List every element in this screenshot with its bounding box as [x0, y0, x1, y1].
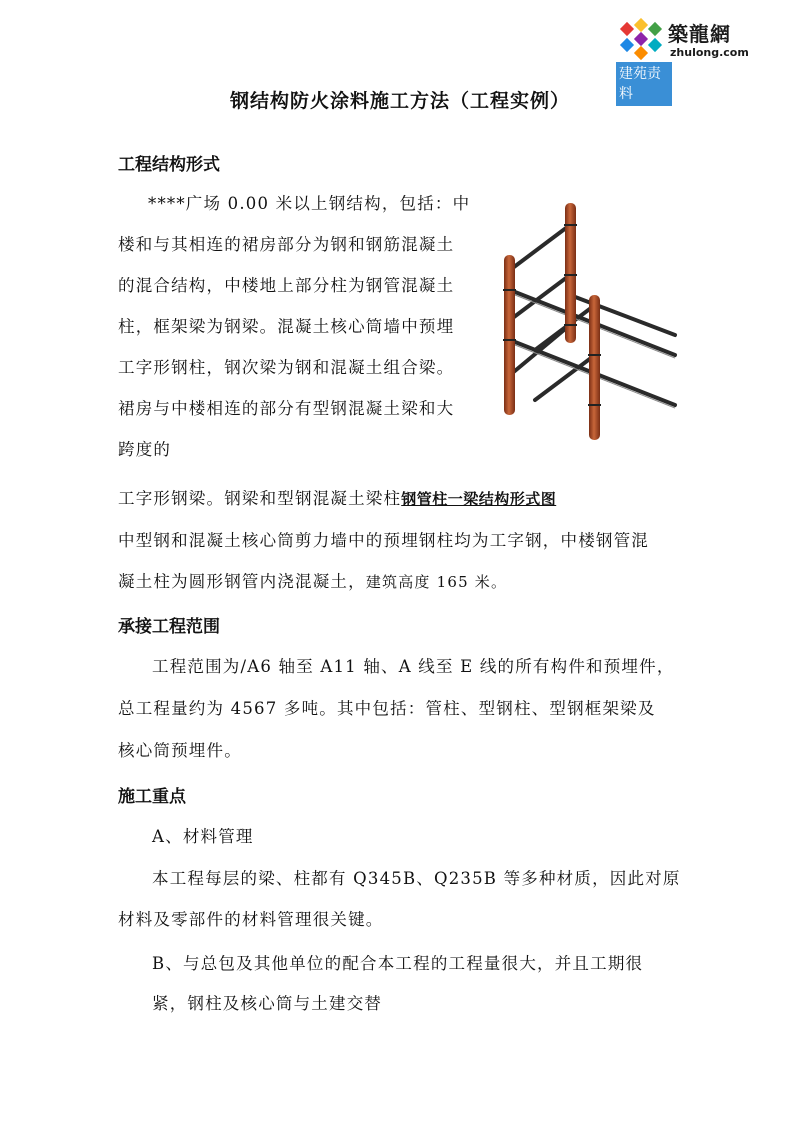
logo-name: 築龍網: [668, 22, 731, 46]
document-title: 钢结构防火涂料施工方法（工程实例）: [229, 90, 570, 112]
figure-caption: 钢管柱一梁结构形式图: [401, 490, 557, 508]
paragraph-line: [118, 485, 556, 509]
paragraph-line: 工程范围为/A6 轴至 A11 轴、A 线至 E 线的所有构件和预埋件，: [152, 657, 675, 676]
paragraph-line: B、与总包及其他单位的配合本工程的工程量很大，并且工期很: [152, 954, 644, 973]
paragraph-line: [118, 568, 507, 592]
flower-logo-icon: [618, 18, 666, 62]
site-logo: [618, 14, 748, 66]
paragraph-line: 本工程每层的梁、柱都有 Q345B、Q235B 等多种材质，因此对原: [152, 869, 681, 888]
paragraph-line: 裙房与中楼相连的部分有型钢混凝土梁和大: [118, 399, 455, 418]
steel-column-beam-figure: [495, 195, 680, 445]
paragraph-line: 的混合结构，中楼地上部分柱为钢管混凝土: [118, 276, 455, 295]
line-text-small: 建筑高度 165 米。: [365, 573, 508, 591]
paragraph-line: 材料及零部件的材料管理很关键。: [118, 910, 384, 929]
paragraph-line: 核心筒预埋件。: [118, 741, 242, 760]
logo-url: zhulong.com: [670, 46, 749, 59]
paragraph-line: ****广场 0.00 米以上钢结构，包括：中: [148, 194, 471, 213]
paragraph-line: 柱，框架梁为钢梁。混凝土核心筒墙中预埋: [118, 317, 455, 336]
line-text: 凝土柱为圆形钢管内浇混凝土，: [118, 572, 366, 591]
heading-structure: 工程结构形式: [118, 155, 220, 175]
heading-key-points: 施工重点: [118, 787, 186, 807]
paragraph-line: 楼和与其相连的裙房部分为钢和钢筋混凝土: [118, 235, 455, 254]
paragraph-line: 总工程量约为 4567 多吨。其中包括：管柱、型钢柱、型钢框架梁及: [118, 699, 656, 718]
subheading-material: A、材料管理: [152, 827, 254, 846]
paragraph-line: 紧，钢柱及核心筒与土建交替: [152, 994, 383, 1013]
paragraph-line: 跨度的: [118, 440, 172, 459]
paragraph-line: 工字形钢柱，钢次梁为钢和混凝土组合梁。: [118, 358, 455, 377]
heading-scope: 承接工程范围: [118, 617, 220, 637]
paragraph-line: 中型钢和混凝土核心筒剪力墙中的预埋钢柱均为工字钢，中楼钢管混: [118, 531, 649, 550]
line-text: 工字形钢梁。钢梁和型钢混凝土梁柱: [118, 489, 402, 508]
watermark-badge: 建苑责料: [616, 62, 672, 106]
